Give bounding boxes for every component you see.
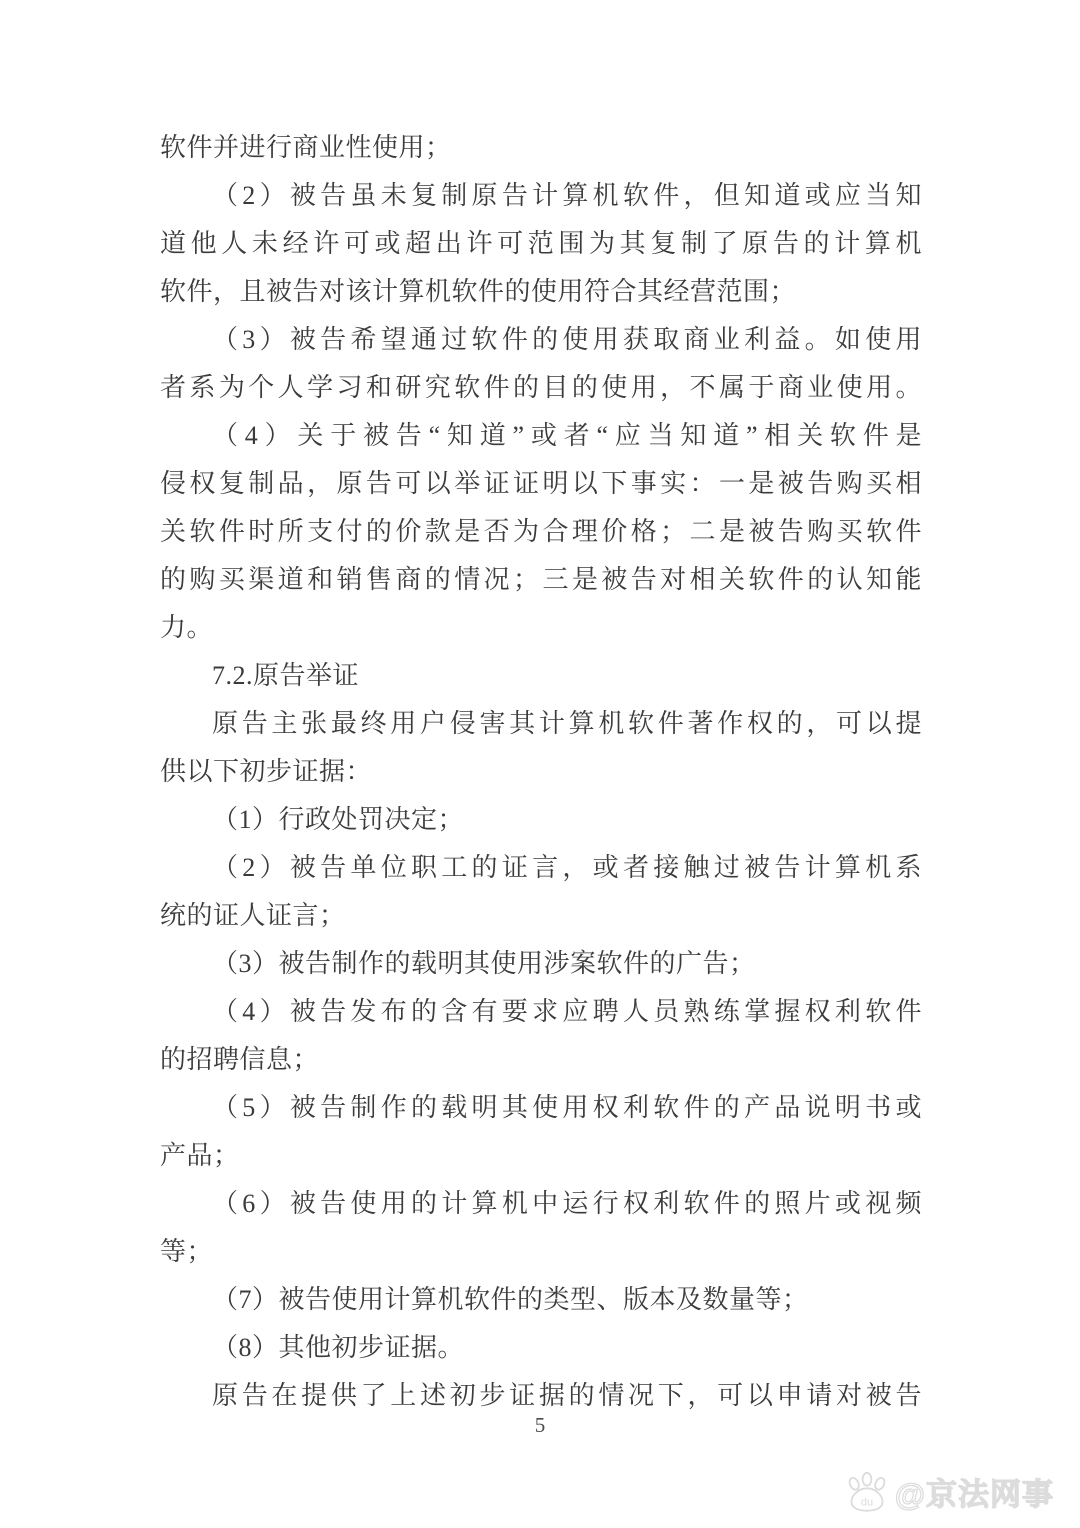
doc-line: 软件并进行商业性使用； xyxy=(160,133,452,162)
doc-line: 原告在提供了上述初步证据的情况下，可以申请对被告 xyxy=(212,1381,922,1410)
doc-line: 产品； xyxy=(160,1141,240,1170)
doc-line: 原告主张最终用户侵害其计算机软件著作权的，可以提 xyxy=(212,709,922,738)
doc-line: 关软件时所支付的价款是否为合理价格；二是被告购买软件 xyxy=(160,517,922,546)
watermark xyxy=(844,1469,1054,1514)
doc-line: （4）被告发布的含有要求应聘人员熟练掌握权利软件 xyxy=(212,997,922,1026)
doc-line: 软件，且被告对该计算机软件的使用符合其经营范围； xyxy=(160,277,797,306)
doc-line: （1）行政处罚决定； xyxy=(212,805,465,834)
doc-line: （5）被告制作的载明其使用权利软件的产品说明书或 xyxy=(212,1093,922,1122)
doc-line: 侵权复制品，原告可以举证证明以下事实：一是被告购买相 xyxy=(160,469,922,498)
doc-line: 的招聘信息； xyxy=(160,1045,320,1074)
doc-line: 的购买渠道和销售商的情况；三是被告对相关软件的认知能 xyxy=(160,565,922,594)
page-number: 5 xyxy=(534,1413,546,1437)
document-text-block xyxy=(160,124,922,1420)
doc-line: （4）关于被告“知道”或者“应当知道”相关软件是 xyxy=(212,421,922,450)
doc-line: 7.2.原告举证 xyxy=(212,661,360,690)
doc-line: （3）被告制作的载明其使用涉案软件的广告； xyxy=(212,949,756,978)
doc-line: 等； xyxy=(160,1237,214,1266)
baidu-paw-icon xyxy=(844,1471,890,1513)
doc-line: （3）被告希望通过软件的使用获取商业利益。如使用 xyxy=(212,325,922,354)
watermark-handle: @京法网事 xyxy=(894,1477,1054,1512)
paw-du-label: du xyxy=(860,1496,873,1509)
doc-line: 者系为个人学习和研究软件的目的使用，不属于商业使用。 xyxy=(160,373,922,402)
doc-line: （2）被告单位职工的证言，或者接触过被告计算机系 xyxy=(212,853,922,882)
doc-line: 供以下初步证据： xyxy=(160,757,373,786)
doc-line: （8）其他初步证据。 xyxy=(212,1333,465,1362)
doc-line: 道他人未经许可或超出许可范围为其复制了原告的计算机 xyxy=(160,229,922,258)
doc-line: （6）被告使用的计算机中运行权利软件的照片或视频 xyxy=(212,1189,922,1218)
doc-line: （7）被告使用计算机软件的类型、版本及数量等； xyxy=(212,1285,809,1314)
doc-line: 力。 xyxy=(160,613,214,642)
doc-line: 统的证人证言； xyxy=(160,901,346,930)
doc-line: （2）被告虽未复制原告计算机软件，但知道或应当知 xyxy=(212,181,922,210)
